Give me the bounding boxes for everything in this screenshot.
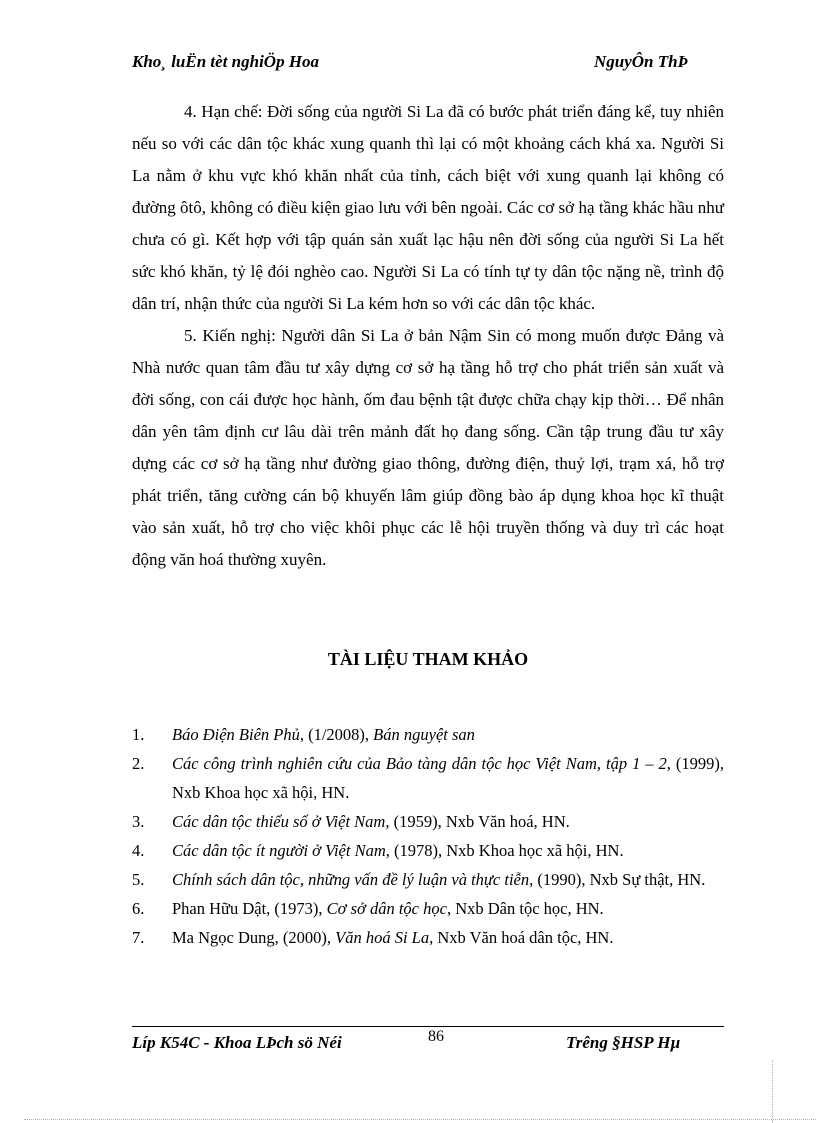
reference-extra: Bán nguyệt san — [373, 725, 475, 744]
reference-number: 4. — [132, 841, 145, 860]
reference-item — [132, 720, 724, 749]
page-edge-dotted-line-vertical — [772, 1060, 773, 1123]
reference-details: , (1999), Nxb Khoa học xã hội, HN. — [172, 754, 724, 802]
reference-number: 6. — [132, 899, 145, 918]
reference-item — [132, 749, 724, 807]
header-left-text: Kho¸ luËn tèt nghiÖp Hoa — [132, 52, 320, 71]
reference-title: Các dân tộc thiểu số ở Việt Nam — [172, 812, 386, 831]
references-heading: TÀI LIỆU THAM KHẢO — [327, 649, 529, 669]
page-header — [132, 50, 724, 98]
header-right-text: NguyÔn ThÞ — [594, 52, 688, 71]
page-number: 86 — [428, 1028, 444, 1045]
reference-number: 7. — [132, 928, 145, 947]
reference-author: Ma Ngọc Dung, (2000), — [172, 928, 336, 947]
reference-number: 2. — [132, 754, 145, 773]
reference-number: 1. — [132, 725, 145, 744]
reference-details: , (1/2008), — [299, 725, 374, 744]
reference-item — [132, 836, 724, 865]
reference-details: , (1978), Nxb Khoa học xã hội, HN. — [385, 841, 624, 860]
reference-item — [132, 865, 724, 894]
reference-details: , Nxb Văn hoá dân tộc, HN. — [429, 928, 614, 947]
reference-title: Báo Điện Biên Phủ — [172, 725, 300, 744]
reference-title: Các dân tộc ít người ở Việt Nam — [172, 841, 386, 860]
reference-details: , (1959), Nxb Văn hoá, HN. — [385, 812, 570, 831]
references-list — [132, 720, 724, 952]
reference-item — [132, 894, 724, 923]
reference-number: 5. — [132, 870, 145, 889]
reference-title: Chính sách dân tộc, những vấn đề lý luận và thực tiễn — [172, 870, 530, 889]
footer-right-text: Trêng §HSP Hµ — [566, 1033, 681, 1052]
reference-title: Các công trình nghiên cứu của Bảo tàng dân tộc học Việt Nam, tập 1 – 2 — [172, 754, 667, 773]
reference-details: , Nxb Dân tộc học, HN. — [446, 899, 604, 918]
reference-item — [132, 807, 724, 836]
reference-number: 3. — [132, 812, 145, 831]
reference-author: Phan Hữu Dật, (1973), — [172, 899, 327, 918]
reference-title: Cơ sở dân tộc học — [326, 899, 447, 918]
reference-item — [132, 923, 724, 952]
reference-details: , (1990), Nxb Sự thật, HN. — [529, 870, 706, 889]
page-edge-dotted-line — [24, 1119, 816, 1120]
reference-title: Văn hoá Si La — [335, 928, 430, 947]
footer-left-text: Líp K54C - Khoa LÞch sö Néi — [132, 1033, 342, 1052]
body-text — [132, 96, 724, 576]
paragraph-limitations: 4. Hạn chế: Đời sống của người Si La đã có bước phát triển đáng kể, tuy nhiên nếu so với các dân tộc khác xung quanh thì lại có một khoảng cách khá xa. Người Si La nằm ở khu vực khó khăn nhất của tỉnh, cách biệt với xung quanh lại không có đường ôtô, không có điều kiện giao lưu với bên ngoài. Các cơ sở hạ tầng khác hầu như chưa có gì. Kết hợp với tập quán sản xuất lạc hậu nên đời sống của người Si La hết sức khó khăn, tỷ lệ đói nghèo cao. Người Si La có tính tự ty dân tộc nặng nề, trình độ dân trí, nhận thức của người Si La kém hơn so với các dân tộc khác. — [132, 102, 724, 313]
paragraph-recommendations: 5. Kiến nghị: Người dân Si La ở bản Nậm Sin có mong muốn được Đảng và Nhà nước quan tâm đầu tư xây dựng cơ sở hạ tầng hỗ trợ cho phát triển sản xuất và đời sống, con cái được học hành, ốm đau bệnh tật được chữa chạy kịp thời… Để nhân dân yên tâm định cư lâu dài trên mảnh đất họ đang sống. Cần tập trung đầu tư xây dựng các cơ sở hạ tầng như đường giao thông, đường điện, thuỷ lợi, trạm xá, hỗ trợ phát triển, tăng cường cán bộ khuyến lâm giúp đồng bào áp dụng khoa học kĩ thuật vào sản xuất, hỗ trợ cho việc khôi phục các lễ hội truyền thống và duy trì các hoạt động văn hoá thường xuyên. — [132, 326, 724, 569]
